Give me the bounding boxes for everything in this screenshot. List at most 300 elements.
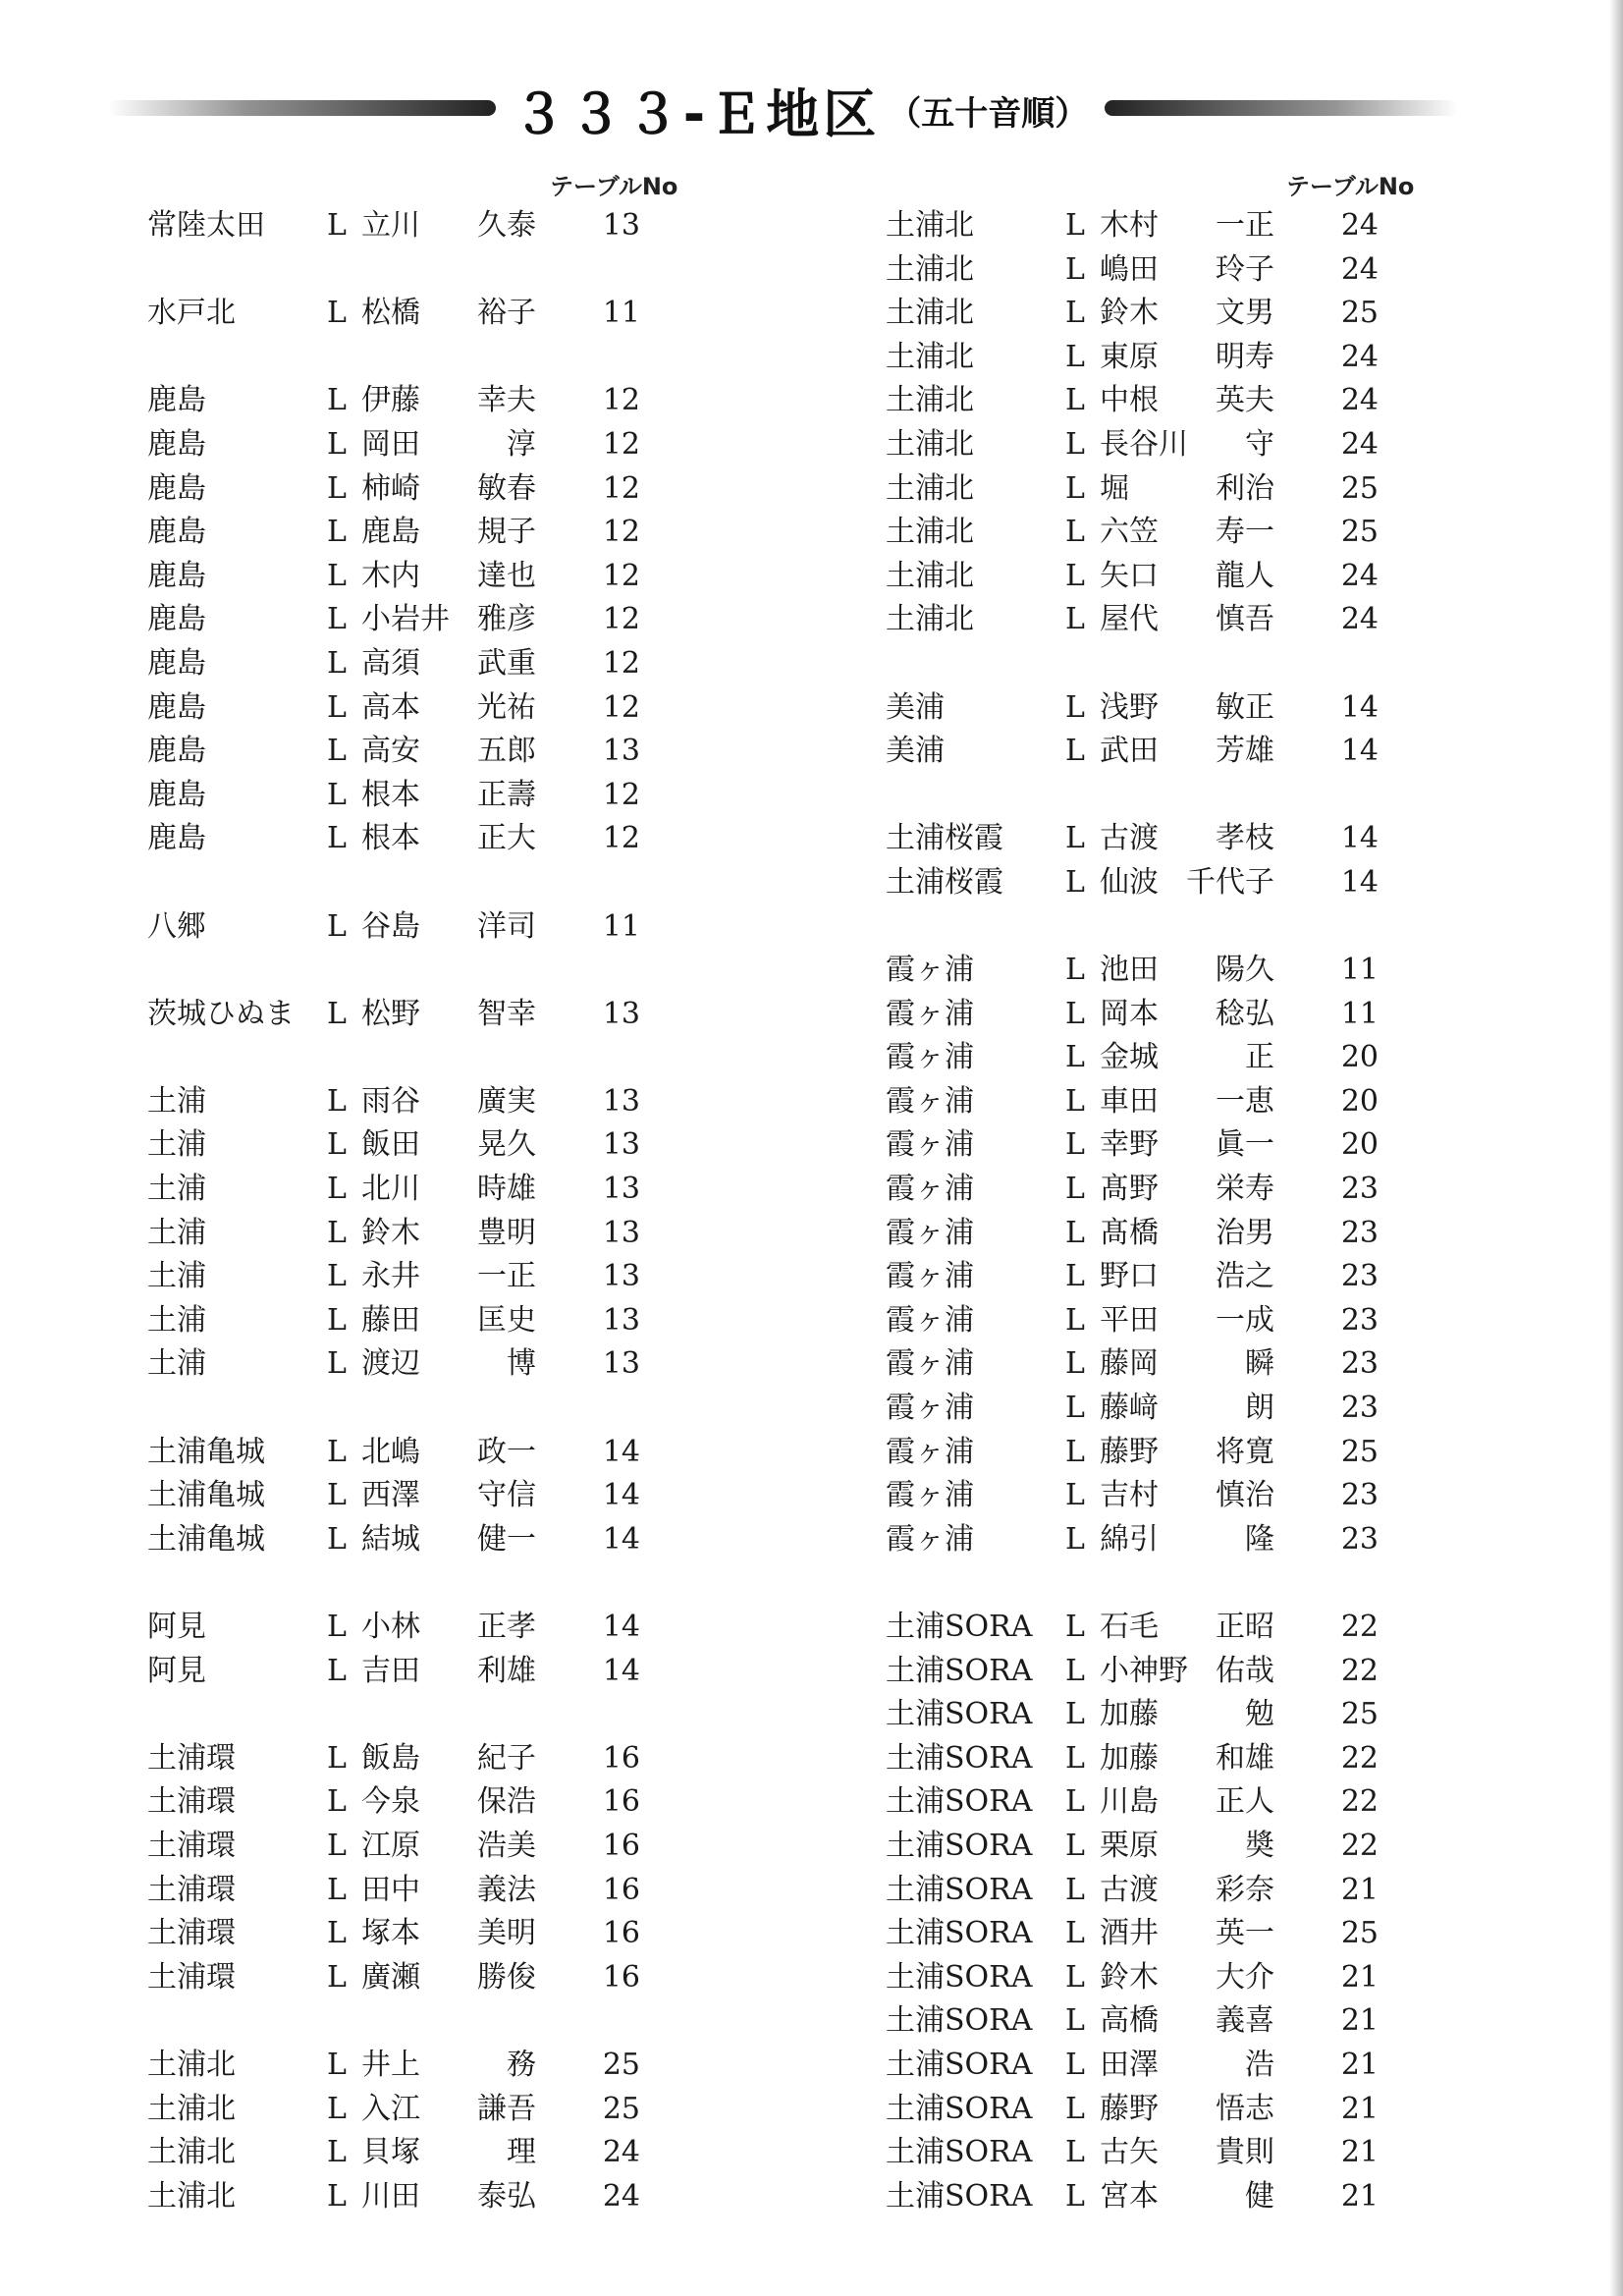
table-number: 12 [602,777,640,812]
club-name: 土浦SORA [886,2178,1033,2214]
table-number: 24 [1340,339,1379,374]
member-rank: L [327,1434,347,1469]
member-row [886,1299,1573,1343]
club-name: 鹿島 [147,558,206,593]
spacer-row [886,1561,1573,1606]
club-name: 土浦北 [886,251,974,287]
club-name: 土浦北 [886,470,974,506]
member-row [147,1737,835,1781]
member-surname: 高須 [361,645,420,681]
table-number: 23 [1340,1215,1379,1250]
member-row [147,1912,835,1956]
member-surname: 小岩井 [361,602,450,637]
member-rank: L [1065,2047,1085,2082]
member-rank: L [1065,2178,1085,2214]
club-name: 霞ヶ浦 [886,1083,974,1119]
member-rank: L [327,908,347,944]
club-name: 土浦桜霞 [886,821,1003,856]
member-surname: 長谷川 [1100,426,1188,462]
member-surname: 古渡 [1100,1872,1159,1907]
table-number: 12 [602,558,640,593]
club-name: 阿見 [147,1610,206,1644]
club-name: 霞ヶ浦 [886,1215,974,1250]
member-given-name: 一正 [477,1259,536,1294]
member-rank: L [1065,1916,1085,1951]
member-surname: 北川 [361,1172,420,1207]
member-given-name: 政一 [477,1434,536,1469]
member-rank: L [327,383,347,418]
member-surname: 綿引 [1100,1521,1159,1557]
member-surname: 塚本 [361,1916,420,1951]
table-number: 12 [602,515,640,550]
member-rank: L [327,426,347,462]
member-surname: 伊藤 [361,383,420,418]
club-name: 土浦SORA [886,2003,1033,2039]
member-given-name: 健 [1245,2178,1274,2214]
club-name: 土浦SORA [886,1828,1033,1863]
member-row [886,1387,1573,1431]
member-row [147,774,835,818]
member-surname: 高安 [361,734,420,769]
table-number: 23 [1340,1172,1379,1207]
member-row [147,511,835,555]
club-name: 土浦北 [886,602,974,637]
table-number: 11 [1340,953,1379,988]
club-name: 霞ヶ浦 [886,1434,974,1469]
member-rank: L [1065,1259,1085,1294]
member-row [147,2175,835,2219]
member-row [886,2088,1573,2132]
member-given-name: 泰弘 [477,2178,536,2214]
club-name: 土浦亀城 [147,1521,265,1557]
club-name: 土浦環 [147,1959,236,1995]
table-number: 14 [602,1521,640,1557]
member-row [147,686,835,731]
member-row [147,1342,835,1387]
member-rank: L [1065,251,1085,287]
spacer-row [147,336,835,380]
member-rank: L [327,996,347,1031]
member-row [147,292,835,336]
member-given-name: 栄寿 [1216,1172,1274,1207]
member-surname: 六笠 [1100,515,1159,550]
member-rank: L [1065,602,1085,637]
club-name: 土浦SORA [886,2135,1033,2170]
member-surname: 松橋 [361,296,420,331]
member-rank: L [1065,339,1085,374]
club-name: 水戸北 [147,296,236,331]
member-row [147,1168,835,1212]
member-rank: L [1065,1346,1085,1382]
table-number: 24 [602,2178,640,2214]
member-given-name: 和雄 [1216,1740,1274,1776]
member-given-name: 廣実 [477,1083,536,1119]
table-number: 16 [602,1872,640,1907]
member-surname: 北嶋 [361,1434,420,1469]
table-number: 24 [1340,383,1379,418]
club-name: 土浦北 [147,2047,236,2082]
member-surname: 田中 [361,1872,420,1907]
club-name: 土浦SORA [886,1916,1033,1951]
table-number: 21 [1340,2091,1379,2126]
member-rank: L [1065,1478,1085,1513]
member-surname: 雨谷 [361,1083,420,1119]
table-number: 21 [1340,2178,1379,2214]
table-number: 13 [602,1127,640,1163]
member-surname: 小林 [361,1610,420,1644]
member-surname: 藤岡 [1100,1346,1159,1382]
member-row [886,1912,1573,1956]
club-name: 霞ヶ浦 [886,1391,974,1426]
table-number: 16 [602,1959,640,1995]
table-number: 13 [602,1172,640,1207]
member-rank: L [327,2091,347,2126]
club-name: 霞ヶ浦 [886,1478,974,1513]
table-number: 13 [602,1259,640,1294]
member-given-name: 奬 [1245,1828,1274,1863]
member-given-name: 芳雄 [1216,734,1274,769]
member-row [886,1255,1573,1299]
member-rank: L [327,2135,347,2170]
table-number: 13 [602,734,640,769]
member-surname: 渡辺 [361,1346,420,1382]
spacer-row [886,905,1573,950]
member-rank: L [1065,864,1085,900]
member-rank: L [327,2178,347,2214]
club-name: 土浦北 [886,426,974,462]
club-name: 土浦北 [886,339,974,374]
club-name: 土浦SORA [886,1959,1033,1995]
table-number: 13 [602,1215,640,1250]
spacer-row [147,949,835,993]
table-number: 25 [1340,1434,1379,1469]
member-rank: L [327,1346,347,1382]
member-surname: 髙野 [1100,1172,1159,1207]
member-rank: L [1065,1521,1085,1557]
member-row [886,1168,1573,1212]
member-rank: L [327,296,347,331]
member-given-name: 慎治 [1216,1478,1274,1513]
member-rank: L [1065,515,1085,550]
member-surname: 鈴木 [1100,296,1159,331]
table-number: 22 [1340,1740,1379,1776]
club-name: 常陸太田 [147,208,265,243]
member-row [886,949,1573,993]
club-name: 土浦SORA [886,1784,1033,1820]
table-number: 12 [602,821,640,856]
member-rank: L [1065,1697,1085,1732]
member-given-name: 一成 [1216,1302,1274,1338]
club-name: 鹿島 [147,734,206,769]
table-number: 24 [1340,208,1379,243]
table-number: 25 [1340,1916,1379,1951]
table-number: 16 [602,1740,640,1776]
member-rank: L [1065,821,1085,856]
member-surname: 根本 [361,777,420,812]
member-rank: L [327,734,347,769]
member-row [147,642,835,686]
club-name: 土浦SORA [886,2091,1033,2126]
member-rank: L [1065,1434,1085,1469]
member-surname: 車田 [1100,1083,1159,1119]
club-name: 土浦北 [886,208,974,243]
member-given-name: 正 [1245,1040,1274,1075]
member-surname: 木内 [361,558,420,593]
member-given-name: 理 [507,2135,536,2170]
member-row [886,1212,1573,1256]
member-row [147,730,835,774]
club-name: 土浦SORA [886,1872,1033,1907]
member-rank: L [1065,426,1085,462]
table-number: 14 [1340,689,1379,725]
table-number: 13 [602,208,640,243]
member-row [147,204,835,248]
member-given-name: 守信 [477,1478,536,1513]
member-given-name: 博 [507,1346,536,1382]
member-given-name: 浩美 [477,1828,536,1863]
member-surname: 藤野 [1100,1434,1159,1469]
member-given-name: 陽久 [1216,953,1274,988]
member-row [886,1080,1573,1124]
table-number: 23 [1340,1302,1379,1338]
member-rank: L [327,1215,347,1250]
member-rank: L [1065,1610,1085,1644]
member-rank: L [327,777,347,812]
member-rank: L [1065,1302,1085,1338]
table-number: 14 [602,1478,640,1513]
member-row [147,1825,835,1869]
member-given-name: 眞一 [1216,1127,1274,1163]
table-number: 23 [1340,1391,1379,1426]
member-given-name: 悟志 [1216,2091,1274,2126]
spacer-row [147,248,835,293]
member-rank: L [1065,689,1085,725]
member-rank: L [1065,734,1085,769]
member-row [886,1869,1573,1913]
club-name: 霞ヶ浦 [886,1302,974,1338]
right-roster-list [886,204,1573,2218]
member-surname: 廣瀬 [361,1959,420,1995]
member-given-name: 英一 [1216,1916,1274,1951]
member-row [886,817,1573,861]
club-name: 鹿島 [147,645,206,681]
member-given-name: 浩之 [1216,1259,1274,1294]
member-rank: L [1065,2091,1085,2126]
member-surname: 井上 [361,2047,420,2082]
member-row [886,993,1573,1037]
member-row [886,511,1573,555]
member-surname: 嶋田 [1100,251,1159,287]
member-rank: L [1065,2135,1085,2170]
member-given-name: 孝枝 [1216,821,1274,856]
member-rank: L [1065,383,1085,418]
member-surname: 川島 [1100,1784,1159,1820]
member-given-name: 千代子 [1186,864,1274,900]
member-given-name: 裕子 [477,296,536,331]
member-surname: 柿崎 [361,470,420,506]
member-row [147,1474,835,1518]
member-surname: 立川 [361,208,420,243]
member-given-name: 豊明 [477,1215,536,1250]
member-row [147,1780,835,1825]
member-given-name: 正孝 [477,1610,536,1644]
member-surname: 今泉 [361,1784,420,1820]
club-name: 霞ヶ浦 [886,996,974,1031]
member-surname: 藤野 [1100,2091,1159,2126]
table-number: 16 [602,1784,640,1820]
member-given-name: 勉 [1245,1697,1274,1732]
member-surname: 西澤 [361,1478,420,1513]
member-row [147,993,835,1037]
member-row [886,379,1573,423]
member-given-name: 幸夫 [477,383,536,418]
member-surname: 堀 [1100,470,1129,506]
club-name: 土浦 [147,1346,206,1382]
member-row [886,423,1573,467]
member-row [886,1123,1573,1168]
member-surname: 飯田 [361,1127,420,1163]
club-name: 霞ヶ浦 [886,1521,974,1557]
right-column [886,167,1573,2218]
member-given-name: 龍人 [1216,558,1274,593]
member-given-name: 利雄 [477,1653,536,1688]
member-row [886,1999,1573,2044]
member-surname: 加藤 [1100,1740,1159,1776]
table-number: 22 [1340,1784,1379,1820]
member-given-name: 寿一 [1216,515,1274,550]
member-row [147,423,835,467]
member-given-name: 久泰 [477,208,536,243]
member-row [147,1650,835,1694]
club-name: 美浦 [886,689,945,725]
table-number: 11 [1340,996,1379,1031]
member-surname: 屋代 [1100,602,1159,637]
member-given-name: 一恵 [1216,1083,1274,1119]
member-row [886,1825,1573,1869]
member-rank: L [1065,1215,1085,1250]
member-row [886,598,1573,642]
spacer-row [147,861,835,905]
club-name: 茨城ひぬま [147,996,295,1031]
member-surname: 池田 [1100,953,1159,988]
member-rank: L [1065,2003,1085,2039]
member-given-name: 正壽 [477,777,536,812]
member-given-name: 将寛 [1216,1434,1274,1469]
member-rank: L [1065,470,1085,506]
member-surname: 平田 [1100,1302,1159,1338]
table-number: 14 [602,1610,640,1644]
member-surname: 吉田 [361,1653,420,1688]
member-row [886,1342,1573,1387]
member-row [886,1606,1573,1650]
member-row [886,730,1573,774]
member-given-name: 晃久 [477,1127,536,1163]
member-row [147,905,835,950]
table-number: 13 [602,1083,640,1119]
club-name: 霞ヶ浦 [886,1172,974,1207]
spacer-row [147,1387,835,1431]
table-number: 24 [1340,558,1379,593]
member-surname: 矢口 [1100,558,1159,593]
member-given-name: 朗 [1245,1391,1274,1426]
member-row [147,2131,835,2175]
club-name: 土浦SORA [886,2047,1033,2082]
member-given-name: 正昭 [1216,1610,1274,1644]
club-name: 土浦 [147,1127,206,1163]
member-rank: L [327,1959,347,1995]
table-number: 24 [602,2135,640,2170]
member-given-name: 正人 [1216,1784,1274,1820]
club-name: 土浦SORA [886,1740,1033,1776]
member-rank: L [1065,1127,1085,1163]
member-row [886,1737,1573,1781]
member-given-name: 健一 [477,1521,536,1557]
table-number: 14 [602,1653,640,1688]
member-given-name: 匡史 [477,1302,536,1338]
member-surname: 古矢 [1100,2135,1159,2170]
club-name: 土浦桜霞 [886,864,1003,900]
table-number: 12 [602,689,640,725]
table-number: 16 [602,1828,640,1863]
club-name: 土浦北 [147,2135,236,2170]
member-row [886,1650,1573,1694]
member-given-name: 浩 [1245,2047,1274,2082]
table-number: 20 [1340,1040,1379,1075]
member-row [147,555,835,599]
member-rank: L [327,1610,347,1644]
member-surname: 永井 [361,1259,420,1294]
member-row [147,2088,835,2132]
club-name: 土浦北 [147,2091,236,2126]
spacer-row [147,1561,835,1606]
member-given-name: 美明 [477,1916,536,1951]
member-surname: 藤﨑 [1100,1391,1159,1426]
member-rank: L [327,1259,347,1294]
member-given-name: 正大 [477,821,536,856]
table-number: 12 [602,645,640,681]
member-row [886,686,1573,731]
table-number: 23 [1340,1521,1379,1557]
table-no-header: テーブルNo [1286,173,1415,200]
table-number: 12 [602,383,640,418]
table-number: 13 [602,1346,640,1382]
member-given-name: 敏春 [477,470,536,506]
table-no-header: テーブルNo [550,173,678,200]
member-surname: 鈴木 [361,1215,420,1250]
member-given-name: 洋司 [477,908,536,944]
member-rank: L [327,515,347,550]
member-given-name: 務 [507,2047,536,2082]
member-given-name: 五郎 [477,734,536,769]
member-row [147,1431,835,1475]
table-number: 11 [602,908,640,944]
member-rank: L [327,1127,347,1163]
member-rank: L [327,1784,347,1820]
spacer-row [147,1693,835,1737]
table-number: 25 [1340,470,1379,506]
brush-stroke-left [108,100,496,116]
member-given-name: 明寿 [1216,339,1274,374]
member-surname: 岡田 [361,426,420,462]
club-name: 土浦環 [147,1872,236,1907]
title-main: ３３３-Ｅ地区 [512,82,881,145]
member-surname: 幸野 [1100,1127,1159,1163]
member-surname: 加藤 [1100,1697,1159,1732]
club-name: 土浦北 [886,515,974,550]
member-rank: L [1065,1040,1085,1075]
member-given-name: 保浩 [477,1784,536,1820]
club-name: 土浦環 [147,1740,236,1776]
